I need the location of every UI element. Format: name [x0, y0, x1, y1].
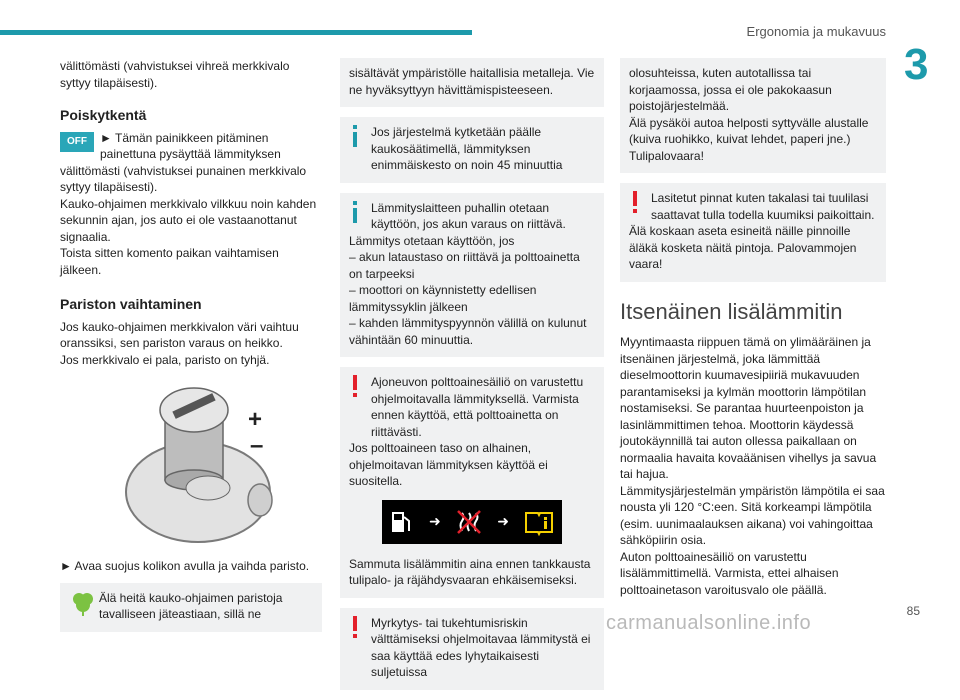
- warning-poisoning-text: Myrkytys- tai tukehtumisriskin välttämiseksi ohjelmoitavaa lämmitystä ei saa käyttää edes lyhytaikaisesti suljetuissa: [371, 615, 591, 679]
- off-text-2: Kauko-ohjaimen merkkivalo vilkkuu noin kahden sekunnin ajan, jos auto ei ole vastaanottanut signaalia.: [60, 196, 317, 244]
- intro-text: välittömästi (vahvistuksei vihreä merkkivalo syttyy tilapäisesti).: [60, 59, 290, 90]
- off-text-3: Toista sitten komento paikan vaihtamisen jälkeen.: [60, 246, 279, 277]
- warning-continued-3: Tulipalovaara!: [629, 148, 704, 163]
- column-3: [620, 58, 886, 598]
- recycle-leaf-icon: [71, 591, 95, 622]
- off-instruction: [60, 130, 322, 196]
- warning-icon: [351, 616, 359, 638]
- remote-key-icon: [60, 380, 322, 550]
- chapter-number: 3: [904, 40, 929, 89]
- battery-text: Jos kauko-ohjaimen merkkivalon väri vaihtuu oranssiksi, sen pariston varaus on heikko.: [60, 319, 299, 350]
- section-title: Ergonomia ja mukavuus: [746, 24, 886, 39]
- heater-paragraph-2: Lämmitysjärjestelmän ympäristön lämpötila ei saa nousta yli 120 °C:een. Sitä korkeampi lämpötila (esim. uunimaalauksen aikana) voi vahingoittaa sähköpiirin osia.: [620, 483, 885, 547]
- warning-icon: [631, 191, 639, 213]
- no-heating-icon: [456, 509, 482, 535]
- warning-box-hot-glass: [620, 183, 886, 282]
- column-1: [60, 58, 322, 642]
- pictogram-strip: [382, 500, 562, 544]
- warning-icon: [351, 375, 359, 397]
- manual-book-icon: [524, 509, 554, 535]
- info-conditions-3: – akun lataustaso on riittävä ja polttoainetta on tarpeeksi: [349, 250, 580, 281]
- eco-continued-text: sisältävät ympäristölle haitallisia metalleja. Vie ne hyväksyttyyn hävittämispisteeseen.: [349, 66, 595, 97]
- warning-fuel-1: Ajoneuvon polttoainesäiliö on varustettu ohjelmoitavalla lämmityksellä. Varmista ennen käyttöä, että polttoainetta on riittävästi.: [371, 375, 584, 439]
- plus-sign: +: [248, 406, 263, 433]
- heading-switch-off: Poiskytkentä: [60, 107, 147, 123]
- page-number: 85: [906, 604, 920, 618]
- header-accent-bar: [0, 30, 472, 35]
- warning-box-poisoning: [340, 608, 604, 690]
- battery-text-2: Jos merkkivalo ei pala, paristo on tyhjä.: [60, 352, 270, 367]
- warning-fuel-2: Jos polttoaineen taso on alhainen, ohjelmoitavan lämmityksen käyttöä ei suositella.: [349, 441, 548, 488]
- column-2: [340, 58, 604, 700]
- remote-battery-illustration: [60, 380, 322, 550]
- minus-sign: –: [250, 432, 264, 459]
- warning-continued-2: Älä pysäköi autoa helposti syttyvälle alustalle (kuiva ruohikko, kuivat lehdet, paperi jne.): [629, 115, 869, 146]
- info-icon: [351, 125, 359, 147]
- info-conditions-4: – moottori on käynnistetty edellisen lämmityssyklin jälkeen: [349, 283, 537, 314]
- off-text: ► Tämän painikkeen pitäminen painettuna pysäyttää lämmityksen välittömästi (vahvistuksei punainen merkkivalo syttyy tilapäisesti).: [60, 130, 307, 194]
- info-box-duration: [340, 117, 604, 183]
- info-duration-text: Jos järjestelmä kytketään päälle kaukosäätimellä, lämmityksen enimmäiskesto on noin 45 minuuttia: [371, 125, 563, 172]
- heading-battery: Pariston vaihtaminen: [60, 296, 202, 312]
- section-heading: Itsenäinen lisälämmitin: [620, 298, 843, 324]
- warning-continued-1: olosuhteissa, kuten autotallissa tai korjaamossa, jossa ei ole pakokaasun poistojärjestelmää.: [629, 66, 832, 113]
- info-conditions-2: Lämmitys otetaan käyttöön, jos: [349, 233, 515, 248]
- coin-instruction: ► Avaa suojus kolikon avulla ja vaihda paristo.: [60, 559, 310, 573]
- warning-box-fuel: [340, 367, 604, 598]
- watermark: carmanualsonline.info: [606, 612, 812, 634]
- warning-fuel-3: Sammuta lisälämmitin aina ennen tankkausta tulipalo- ja räjähdysvaaran ehkäisemiseksi.: [349, 556, 591, 587]
- warning-glass-1: Lasitetut pinnat kuten takalasi tai tuulilasi saattavat tulla todella kuumiksi paikoittain.: [651, 191, 875, 222]
- warning-continued-box: [620, 58, 886, 173]
- info-conditions-5: – kahden lämmityspyynnön välillä on kulunut vähintään 60 minuuttia.: [349, 316, 587, 347]
- eco-note-box: [60, 583, 322, 632]
- eco-text: Älä heitä kauko-ohjaimen paristoja tavalliseen jäteastiaan, sillä ne: [99, 590, 283, 621]
- arrow-icon: ➜: [497, 513, 509, 530]
- eco-note-continued: [340, 58, 604, 107]
- off-button-icon: OFF: [60, 132, 94, 152]
- heater-paragraph-1: Myyntimaasta riippuen tämä on ylimääräinen ja itsenäinen järjestelmä, joka lämmittää dieselmoottorin kuumavesipiiriä mukavuuden parantamiseksi ja kylmän moottorin lämpötilan nostamiseksi. Se parantaa huurteenpoiston ja lasinlämmittimen tehoa. Moottorin käydessä joutokäynnillä tai auton ollessa paikallaan on normaalia havaita kovaäänisen vihellys ja savua tai hajua.: [620, 335, 877, 481]
- info-box-conditions: [340, 193, 604, 358]
- info-icon: [351, 201, 359, 223]
- fuel-pump-icon: [390, 509, 414, 535]
- info-conditions-1: Lämmityslaitteen puhallin otetaan käyttöön, jos akun varaus on riittävä.: [371, 200, 566, 231]
- arrow-icon: ➜: [428, 513, 441, 530]
- warning-glass-2: Älä koskaan aseta esineitä näille pinnoille äläkä kosketa näitä pintoja. Palovammojen vaara!: [629, 224, 857, 271]
- heater-paragraph-3: Auton polttoainesäiliö on varustettu lisälämmittimellä. Varmista, ettei alhaisen polttoainetason varoitusvalo ole päällä.: [620, 549, 839, 597]
